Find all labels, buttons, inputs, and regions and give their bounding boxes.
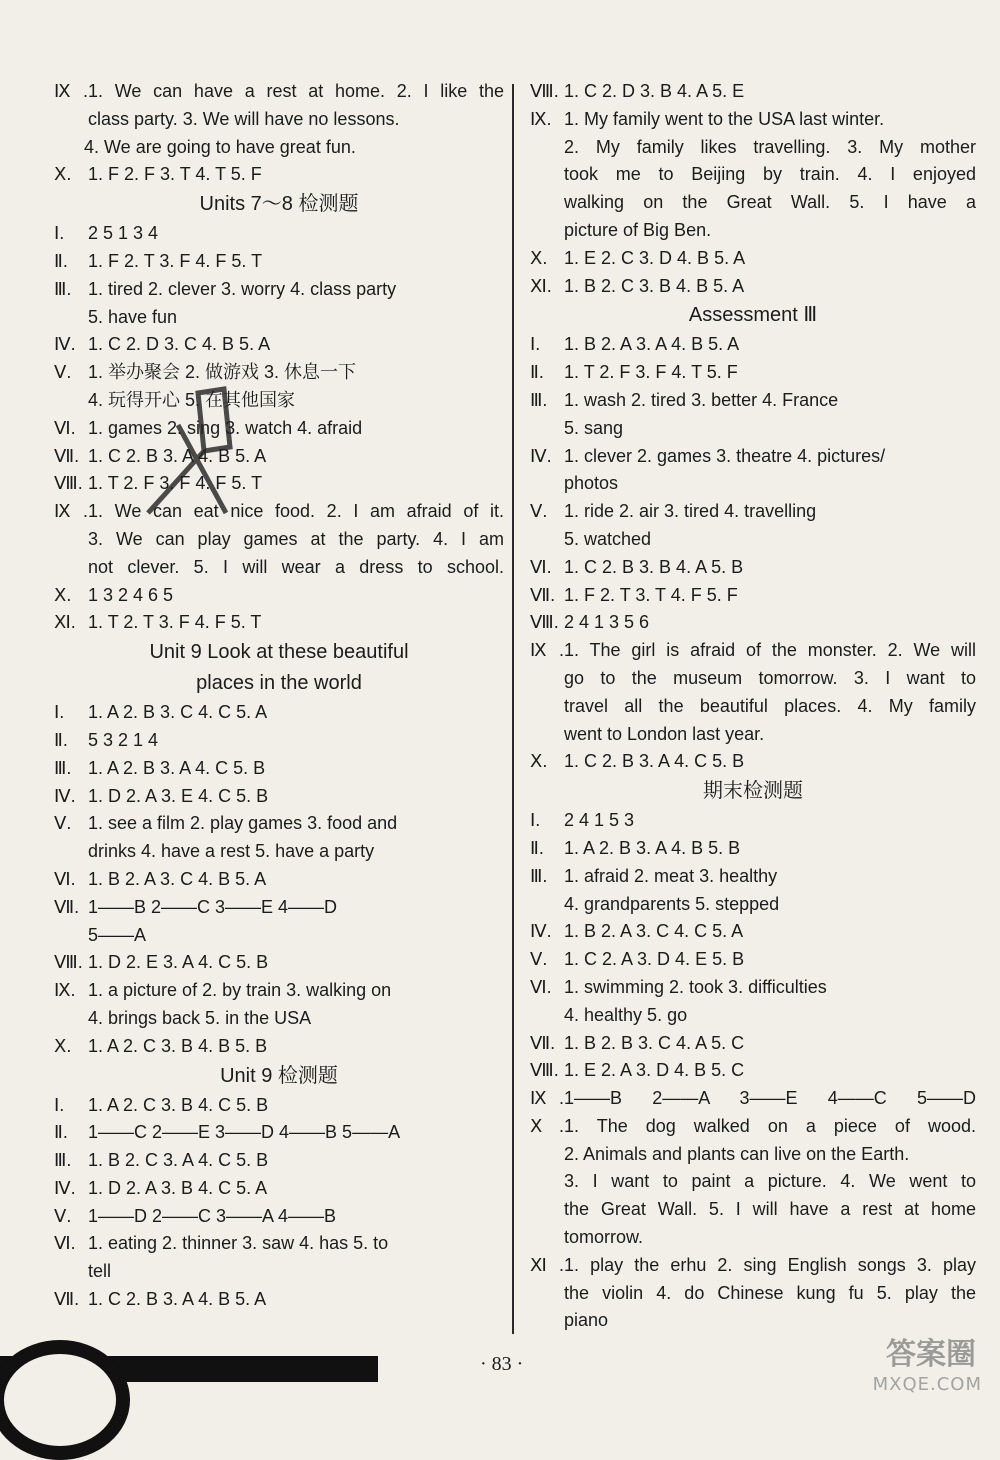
answer-line	[54, 1119, 504, 1147]
answer-text: 1. D 2. A 3. B 4. C 5. A	[88, 1177, 268, 1198]
question-number: Ⅸ.	[530, 640, 564, 661]
answer-line	[54, 1147, 504, 1175]
question-number: Ⅰ.	[54, 223, 65, 244]
question-number: Ⅲ.	[54, 1150, 72, 1171]
question-number: Ⅹ.	[530, 1115, 564, 1136]
answer-text: photos	[564, 473, 619, 494]
answer-text: 1. T 2. T 3. F 4. F 5. T	[88, 612, 262, 633]
question-number: Ⅹ.	[530, 247, 548, 268]
answer-text: 1. eating 2. thinner 3. saw 4. has 5. to	[88, 1233, 389, 1254]
answer-text: travel all the beautiful places. 4. My family	[564, 695, 976, 716]
answer-text: 1. 举办聚会 2. 做游戏 3. 休息一下	[88, 362, 357, 383]
question-number: Ⅳ.	[54, 1177, 76, 1198]
question-number: Ⅳ.	[54, 785, 76, 806]
question-number: Ⅱ.	[54, 250, 68, 271]
question-number: Ⅲ.	[54, 757, 72, 778]
answer-text: 1. wash 2. tired 3. better 4. France	[564, 389, 839, 410]
answer-line	[54, 810, 504, 838]
answer-line	[54, 922, 504, 950]
answer-text: 1 3 2 4 6 5	[88, 584, 174, 605]
answer-text: 1——B 2——A 3——E 4——C 5——D	[564, 1088, 976, 1109]
answer-line	[54, 949, 504, 977]
question-number: Ⅺ.	[54, 612, 76, 633]
question-number: Ⅳ.	[530, 445, 552, 466]
right-column	[530, 78, 976, 1335]
answer-line	[530, 1196, 976, 1224]
answer-text: 1. swimming 2. took 3. difficulties	[564, 976, 827, 997]
answer-line	[54, 977, 504, 1005]
answer-text: 1. C 2. D 3. B 4. A 5. E	[564, 81, 745, 101]
answer-line	[54, 304, 504, 332]
answer-line	[54, 220, 504, 248]
answer-line	[54, 866, 504, 894]
question-number: Ⅲ.	[530, 865, 548, 886]
answer-line	[530, 106, 976, 134]
answer-text: 5 3 2 1 4	[88, 729, 159, 750]
answer-text: not clever. 5. I will wear a dress to school.	[88, 556, 504, 577]
answer-line	[54, 1175, 504, 1203]
question-number: Ⅵ.	[54, 868, 76, 889]
question-number: Ⅵ.	[530, 976, 552, 997]
answer-text: 5——A	[88, 924, 147, 945]
answer-text: go to the museum tomorrow. 3. I want to	[564, 667, 976, 688]
answer-text: 3. I want to paint a picture. 4. We went to	[564, 1171, 976, 1192]
answer-text: 4. 玩得开心 5. 在其他国家	[88, 389, 296, 410]
question-number: Ⅺ.	[530, 1254, 564, 1275]
question-number: Ⅲ.	[54, 278, 72, 299]
answer-line	[530, 918, 976, 946]
answer-text: 1. B 2. B 3. C 4. A 5. C	[564, 1032, 745, 1053]
answer-line	[54, 331, 504, 359]
answer-line	[54, 554, 504, 582]
question-number: Ⅵ.	[530, 556, 552, 577]
question-number: Ⅷ.	[54, 473, 83, 494]
answer-text: 1. clever 2. games 3. theatre 4. pictures/	[564, 445, 886, 466]
answer-line	[54, 1092, 504, 1120]
answer-text: 1. F 2. T 3. T 4. F 5. F	[564, 584, 738, 605]
answer-text: 1. C 2. D 3. C 4. B 5. A	[88, 334, 271, 355]
section-heading: places in the world	[196, 672, 362, 695]
answer-line	[530, 359, 976, 387]
answer-line	[530, 1057, 976, 1085]
answer-text: 1. B 2. C 3. B 4. B 5. A	[564, 275, 745, 296]
answer-line	[530, 1113, 976, 1141]
question-number: Ⅸ.	[530, 108, 552, 129]
answer-text: 1. C 2. B 3. B 4. A 5. B	[564, 556, 744, 577]
answer-line	[530, 721, 976, 749]
answer-text: 1. The dog walked on a piece of wood.	[564, 1115, 976, 1136]
answer-line	[530, 554, 976, 582]
answer-line	[530, 78, 976, 106]
question-number: Ⅱ.	[530, 362, 544, 383]
answer-line	[530, 582, 976, 610]
question-number: Ⅴ.	[54, 362, 72, 383]
answer-text: 1. E 2. C 3. D 4. B 5. A	[564, 247, 746, 268]
answer-line	[530, 217, 976, 245]
answer-line	[530, 470, 976, 498]
question-number: Ⅱ.	[54, 1122, 68, 1143]
answer-line	[54, 894, 504, 922]
answer-line	[530, 526, 976, 554]
answer-text: 1. C 2. B 3. A 4. B 5. A	[88, 445, 267, 466]
answer-line	[54, 755, 504, 783]
question-number: Ⅴ.	[530, 501, 548, 522]
answer-line	[530, 748, 976, 776]
question-number: Ⅹ.	[54, 164, 72, 185]
answer-line	[530, 331, 976, 359]
answer-text: 1. C 2. B 3. A 4. C 5. B	[564, 751, 745, 772]
answer-text: 1. D 2. E 3. A 4. C 5. B	[88, 952, 269, 973]
question-number: Ⅶ.	[54, 896, 80, 917]
question-number: Ⅸ.	[530, 1088, 564, 1109]
answer-text: 1. T 2. F 3. F 4. F 5. T	[88, 473, 263, 494]
answer-text: 1. D 2. A 3. E 4. C 5. B	[88, 785, 269, 806]
answer-line	[530, 245, 976, 273]
answer-text: 1. B 2. C 3. A 4. C 5. B	[88, 1150, 269, 1171]
answer-text: 5. watched	[564, 528, 652, 549]
section-heading: Assessment Ⅲ	[688, 304, 818, 327]
question-number: Ⅴ.	[54, 1205, 72, 1226]
answer-text: took me to Beijing by train. 4. I enjoyed	[564, 164, 976, 185]
question-number: Ⅹ.	[54, 584, 72, 605]
answer-text: picture of Big Ben.	[564, 219, 712, 240]
answer-line	[530, 665, 976, 693]
answer-line	[530, 835, 976, 863]
answer-line	[530, 807, 976, 835]
answer-line	[54, 609, 504, 637]
answer-text: the violin 4. do Chinese kung fu 5. play the	[564, 1282, 976, 1303]
answer-line	[530, 1085, 976, 1113]
question-number: Ⅹ.	[54, 1035, 72, 1056]
answer-text: 1——B 2——C 3——E 4——D	[88, 896, 338, 917]
question-number: Ⅸ.	[54, 501, 88, 522]
answer-text: 1. B 2. A 3. C 4. C 5. A	[564, 921, 744, 942]
section-heading: 期末检测题	[703, 780, 803, 803]
answer-text: 1. play the erhu 2. sing English songs 3. play	[564, 1254, 976, 1275]
answer-line	[530, 974, 976, 1002]
answer-line	[54, 276, 504, 304]
answer-text: 4. We are going to have great fun.	[84, 136, 356, 157]
answer-line	[530, 1280, 976, 1308]
answer-line	[54, 727, 504, 755]
stamp-mark	[78, 385, 248, 525]
answer-line	[54, 699, 504, 727]
answer-line	[54, 134, 504, 162]
answer-line	[54, 582, 504, 610]
answer-text: 1. afraid 2. meat 3. healthy	[564, 865, 778, 886]
question-number: Ⅹ.	[530, 751, 548, 772]
question-number: Ⅱ.	[54, 729, 68, 750]
answer-line	[530, 693, 976, 721]
question-number: Ⅳ.	[54, 334, 76, 355]
answer-line	[54, 106, 504, 134]
question-number: Ⅵ.	[54, 417, 76, 438]
answer-text: walking on the Great Wall. 5. I have a	[564, 192, 976, 213]
answer-line	[530, 161, 976, 189]
answer-text: 1. B 2. A 3. A 4. B 5. A	[564, 334, 740, 355]
answer-line	[54, 783, 504, 811]
answer-text: 1. We can eat nice food. 2. I am afraid of it.	[88, 501, 504, 522]
answer-line	[54, 359, 504, 387]
answer-line	[54, 1230, 504, 1258]
answer-line	[54, 161, 504, 189]
answer-line	[530, 443, 976, 471]
answer-text: 1. A 2. C 3. B 4. C 5. B	[88, 1094, 269, 1115]
answer-text: 4. brings back 5. in the USA	[88, 1007, 312, 1028]
answer-text: 2 4 1 5 3	[564, 810, 635, 831]
answer-text: 1. tired 2. clever 3. worry 4. class party	[88, 278, 397, 299]
answer-line	[54, 1258, 504, 1286]
answer-text: 1——D 2——C 3——A 4——B	[88, 1205, 337, 1226]
answer-line	[530, 1252, 976, 1280]
answer-text: 1. The girl is afraid of the monster. 2. We will	[564, 640, 976, 661]
answer-text: 1. C 2. A 3. D 4. E 5. B	[564, 949, 745, 970]
question-number: Ⅷ.	[530, 81, 559, 101]
answer-text: 1. A 2. B 3. A 4. C 5. B	[88, 757, 266, 778]
answer-text: 2. My family likes travelling. 3. My mother	[564, 136, 976, 157]
answer-text: 1. ride 2. air 3. tired 4. travelling	[564, 501, 817, 522]
answer-line	[530, 1141, 976, 1169]
answer-line	[530, 134, 976, 162]
section-heading: Units 7～8 检测题	[199, 193, 359, 216]
answer-line	[54, 1203, 504, 1231]
page-number: · 83 ·	[480, 1353, 524, 1375]
answer-line	[530, 863, 976, 891]
answer-text: 2. Animals and plants can live on the Earth.	[564, 1143, 910, 1164]
footer-ring-decoration	[0, 1340, 130, 1460]
question-number: Ⅶ.	[530, 1032, 556, 1053]
answer-text: 1. A 2. B 3. C 4. C 5. A	[88, 702, 268, 723]
answer-text: 1. A 2. B 3. A 4. B 5. B	[564, 837, 741, 858]
answer-line	[530, 498, 976, 526]
answer-line	[54, 526, 504, 554]
question-number: Ⅶ.	[54, 445, 80, 466]
answer-line	[530, 891, 976, 919]
question-number: Ⅰ.	[530, 810, 541, 831]
answer-text: went to London last year.	[564, 723, 765, 744]
answer-line	[530, 1002, 976, 1030]
answer-text: 1. B 2. A 3. C 4. B 5. A	[88, 868, 267, 889]
question-number: Ⅶ.	[530, 584, 556, 605]
answer-text: 1. F 2. F 3. T 4. T 5. F	[88, 164, 262, 185]
answer-line	[530, 273, 976, 301]
question-number: Ⅺ.	[530, 275, 552, 296]
answer-line	[54, 1286, 504, 1314]
question-number: Ⅴ.	[54, 813, 72, 834]
answer-line	[54, 248, 504, 276]
answer-text: piano	[564, 1310, 609, 1331]
answer-line	[530, 1030, 976, 1058]
answer-text: 2 5 1 3 4	[88, 223, 159, 244]
watermark-logo: 答案圈	[886, 1337, 976, 1372]
question-number: Ⅴ.	[530, 949, 548, 970]
answer-text: class party. 3. We will have no lessons.	[88, 108, 400, 129]
question-number: Ⅷ.	[530, 1060, 559, 1081]
answer-text: 4. grandparents 5. stepped	[564, 893, 780, 914]
answer-text: 2 4 1 3 5 6	[564, 612, 650, 633]
answer-line	[54, 78, 504, 106]
answer-line	[530, 1224, 976, 1252]
answer-text: drinks 4. have a rest 5. have a party	[88, 841, 375, 862]
question-number: Ⅰ.	[54, 1094, 65, 1115]
section-heading: Unit 9 检测题	[220, 1064, 338, 1087]
answer-text: 5. have fun	[88, 306, 178, 327]
left-column	[54, 78, 504, 1314]
answer-line	[530, 946, 976, 974]
answer-line	[54, 1005, 504, 1033]
answer-text: 1. We can have a rest at home. 2. I like the	[88, 81, 504, 101]
answer-text: the Great Wall. 5. I will have a rest at home	[564, 1199, 976, 1220]
answer-text: 1. T 2. F 3. F 4. T 5. F	[564, 362, 738, 383]
question-number: Ⅸ.	[54, 980, 76, 1001]
question-number: Ⅰ.	[54, 702, 65, 723]
section-heading: Unit 9 Look at these beautiful	[149, 641, 409, 664]
answer-text: 3. We can play games at the party. 4. I am	[88, 528, 504, 549]
answer-line	[530, 637, 976, 665]
question-number: Ⅷ.	[530, 612, 559, 633]
answer-text: tell	[88, 1261, 112, 1282]
answer-line	[54, 1033, 504, 1061]
question-number: Ⅶ.	[54, 1289, 80, 1310]
question-number: Ⅱ.	[530, 837, 544, 858]
column-divider	[512, 84, 514, 1334]
answer-text: 1. games 2. sing 3. watch 4. afraid	[88, 417, 363, 438]
answer-line	[54, 838, 504, 866]
answer-line	[530, 387, 976, 415]
answer-line	[530, 189, 976, 217]
question-number: Ⅵ.	[54, 1233, 76, 1254]
answer-text: 1——C 2——E 3——D 4——B 5——A	[88, 1122, 401, 1143]
question-number: Ⅸ.	[54, 81, 88, 101]
answer-text: 1. a picture of 2. by train 3. walking on	[88, 980, 392, 1001]
question-number: Ⅲ.	[530, 389, 548, 410]
answer-text: tomorrow.	[564, 1227, 644, 1248]
answer-text: 1. E 2. A 3. D 4. B 5. C	[564, 1060, 745, 1081]
watermark-url: MXQE.COM	[872, 1374, 982, 1395]
answer-text: 5. sang	[564, 417, 624, 438]
answer-line	[530, 609, 976, 637]
answer-text: 4. healthy 5. go	[564, 1004, 688, 1025]
question-number: Ⅰ.	[530, 334, 541, 355]
answer-text: 1. see a film 2. play games 3. food and	[88, 813, 398, 834]
answer-text: 1. F 2. T 3. F 4. F 5. T	[88, 250, 263, 271]
question-number: Ⅷ.	[54, 952, 83, 973]
answer-text: 1. A 2. C 3. B 4. B 5. B	[88, 1035, 268, 1056]
watermark	[834, 1331, 994, 1401]
answer-text: 1. C 2. B 3. A 4. B 5. A	[88, 1289, 267, 1310]
answer-line	[530, 415, 976, 443]
question-number: Ⅳ.	[530, 921, 552, 942]
answer-text: 1. My family went to the USA last winter.	[564, 108, 885, 129]
answer-line	[530, 1168, 976, 1196]
